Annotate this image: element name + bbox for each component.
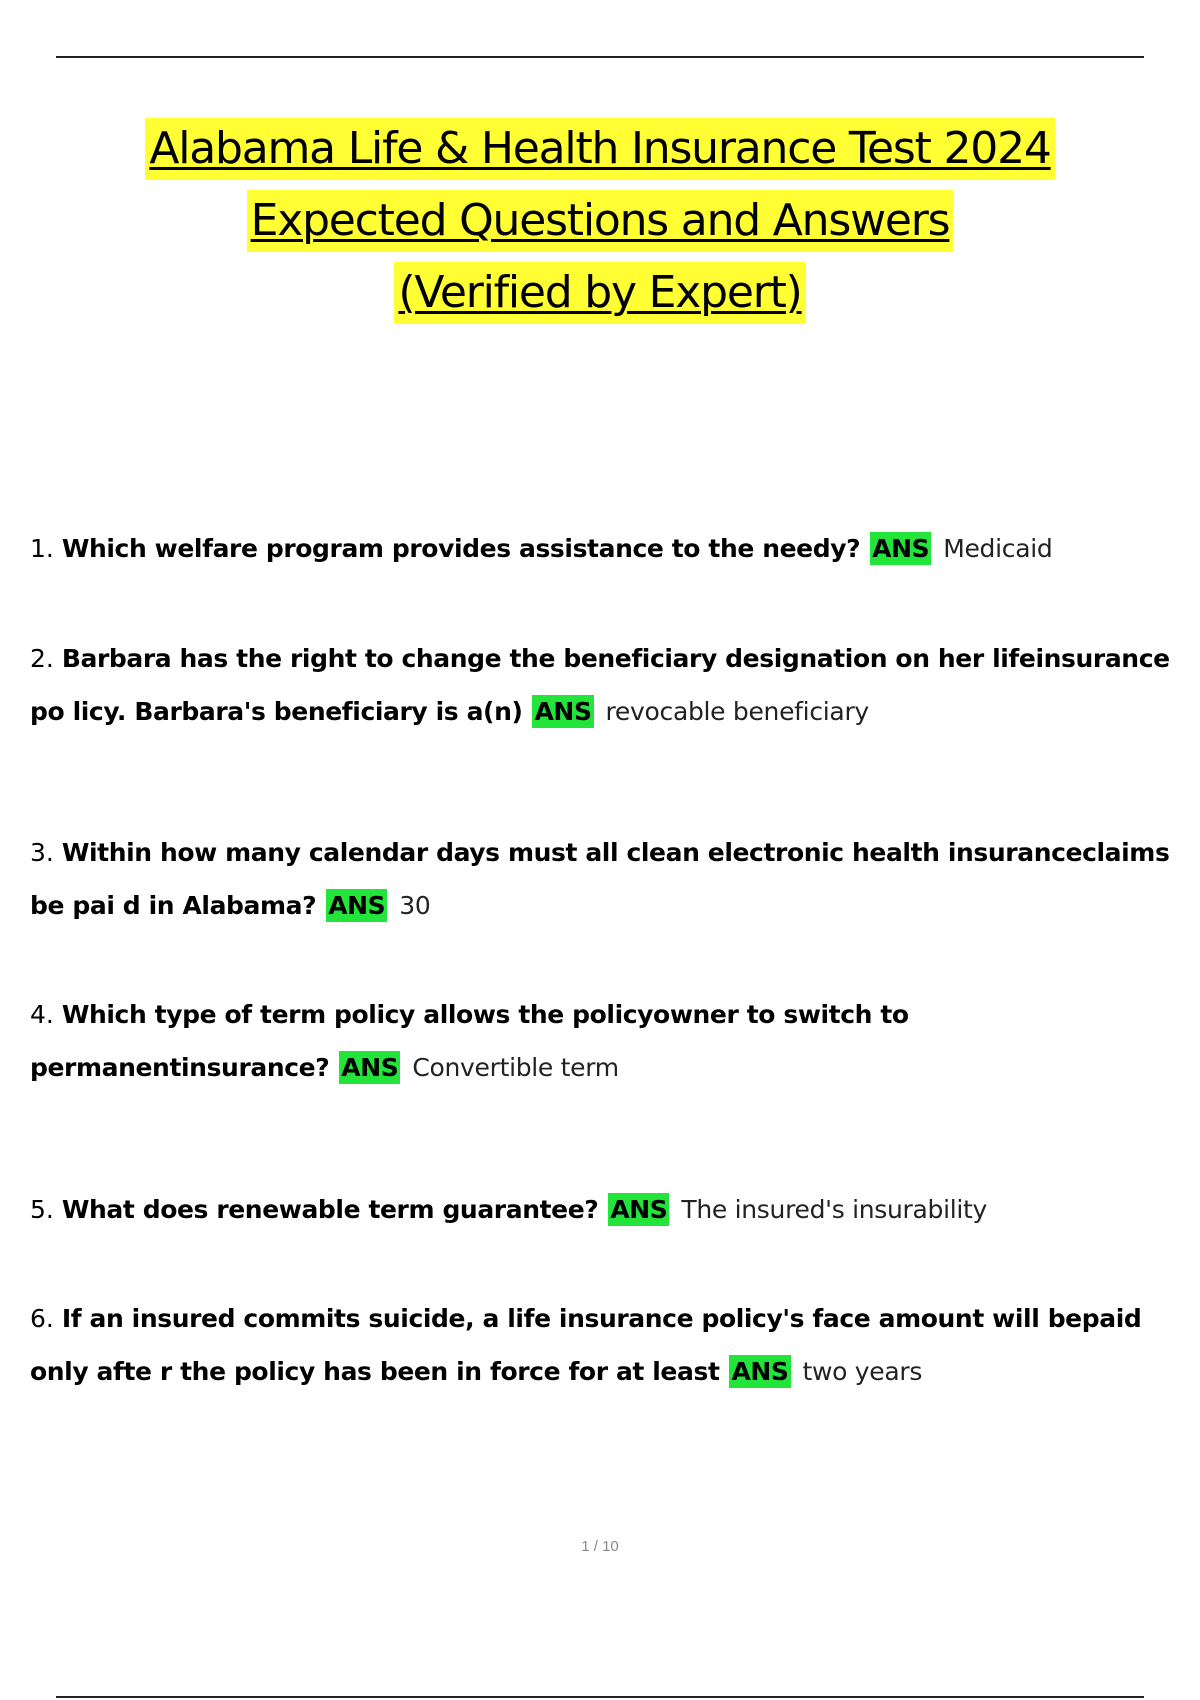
page-indicator: 1 / 10 xyxy=(581,1538,619,1555)
document-title xyxy=(0,118,1200,334)
answer-text: The insured's insurability xyxy=(681,1195,988,1224)
ans-label: ANS xyxy=(341,1053,399,1082)
ans-label: ANS xyxy=(731,1357,789,1386)
question-number: 6. xyxy=(30,1304,54,1333)
question-text: Which welfare program provides assistance to the needy? xyxy=(61,534,861,563)
question-item-6 xyxy=(30,1292,1200,1398)
question-item-5 xyxy=(30,1183,1200,1236)
question-text: What does renewable term guarantee? xyxy=(61,1195,599,1224)
question-item-4 xyxy=(30,988,1200,1094)
ans-label: ANS xyxy=(610,1195,668,1224)
question-number: 2. xyxy=(30,644,54,673)
title-text-1: Alabama Life & Health Insurance Test 2024 xyxy=(145,118,1054,180)
title-line-3 xyxy=(0,262,1200,328)
question-number: 5. xyxy=(30,1195,54,1224)
question-number: 1. xyxy=(30,534,54,563)
title-line-1 xyxy=(0,118,1200,184)
answer-text: revocable beneficiary xyxy=(605,697,869,726)
question-number: 4. xyxy=(30,1000,54,1029)
question-item-2 xyxy=(30,632,1200,738)
answer-text: 30 xyxy=(399,891,431,920)
ans-label: ANS xyxy=(328,891,386,920)
title-line-2 xyxy=(0,190,1200,256)
title-text-2: Expected Questions and Answers xyxy=(247,190,954,252)
question-text: Barbara has the right to change the beneficiary designation on her lifeinsurance po licy. Barbara's beneficiary is a(n) xyxy=(30,644,1170,726)
title-text-3: (Verified by Expert) xyxy=(394,262,805,324)
ans-label: ANS xyxy=(534,697,592,726)
answer-text: two years xyxy=(802,1357,923,1386)
question-item-3 xyxy=(30,826,1200,932)
answer-text: Convertible term xyxy=(412,1053,619,1082)
question-text: Within how many calendar days must all clean electronic health insuranceclaims be pai d in Alabama? xyxy=(30,838,1170,920)
question-text: If an insured commits suicide, a life insurance policy's face amount will bepaid only afte r the policy has been in force for at least xyxy=(30,1304,1142,1386)
question-item-1 xyxy=(30,522,1200,575)
question-number: 3. xyxy=(30,838,54,867)
answer-text: Medicaid xyxy=(943,534,1053,563)
question-text: Which type of term policy allows the policyowner to switch to permanentinsurance? xyxy=(30,1000,909,1082)
bottom-rule xyxy=(56,1696,1144,1698)
top-rule xyxy=(56,56,1144,58)
ans-label: ANS xyxy=(872,534,930,563)
